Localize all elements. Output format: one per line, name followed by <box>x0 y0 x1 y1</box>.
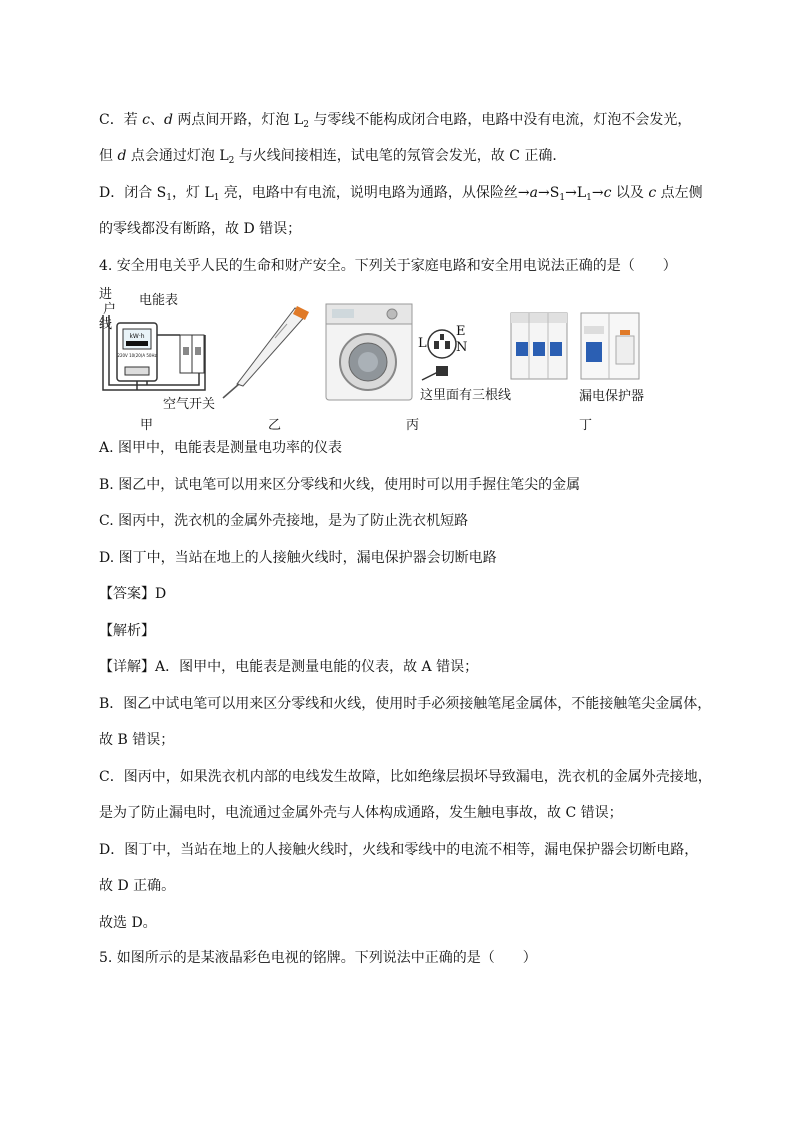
caption-ding: 丁 <box>579 418 593 433</box>
caption-jia: 甲 <box>140 418 154 433</box>
plug-label-L: L <box>418 336 427 351</box>
option-a: A. 图甲中，电能表是测量电功率的仪表 <box>99 440 343 456</box>
caption-bing: 丙 <box>406 418 420 433</box>
air-switch-label: 空气开关 <box>163 397 216 412</box>
circuit-breaker-drawing <box>510 312 568 380</box>
caption-yi: 乙 <box>268 418 282 433</box>
para-c-line1: C．若 c、d 两点间开路，灯泡 $L_2$ 与零线不能构成闭合电路，电路中没有电流，灯泡不会发光， <box>99 112 692 130</box>
q4-stem: 4. 安全用电关乎人民的生命和财产安全。下列关于家庭电路和安全用电说法正确的是（ ） <box>99 258 677 274</box>
meter-spec: 220V 10(20)A 50Hz <box>117 353 157 358</box>
leakage-protector-drawing <box>580 312 640 380</box>
analysis-title: 【解析】 <box>99 623 155 639</box>
para-d-line2: 的零线都没有断路，故 D 错误； <box>99 221 302 237</box>
q5-stem: 5. 如图所示的是某液晶彩色电视的铭牌。下列说法中正确的是（ ） <box>99 950 537 966</box>
meter-unit: kW·h <box>129 333 145 340</box>
answer: 【答案】D <box>99 586 167 602</box>
detail-line-2: B．图乙中试电笔可以用来区分零线和火线，使用时手必须接触笔尾金属体，不能接触笔尖金属体， <box>99 696 712 712</box>
inlet-label-2: 户 <box>103 302 117 317</box>
plug-group <box>418 322 513 407</box>
inlet-label-3: 线 <box>99 317 113 332</box>
washing-machine-drawing <box>322 302 417 407</box>
three-wire-note: 这里面有三根线 <box>420 388 512 403</box>
detail-line-5: 是为了防止漏电时，电流通过金属外壳与人体构成通路，发生触电事故，故 C 错误； <box>99 805 623 821</box>
detail-line-8: 故选 D。 <box>99 915 157 931</box>
detail-line-7: 故 D 正确。 <box>99 878 176 894</box>
para-c-line2: 但 d 点会通过灯泡 $L_2$ 与火线间接相连，试电笔的氖管会发光，故 C 正确． <box>99 148 567 166</box>
detail-line-4: C．图丙中，如果洗衣机内部的电线发生故障，比如绝缘层损坏导致漏电，洗衣机的金属外壳接地， <box>99 769 712 785</box>
detail-line-6: D．图丁中，当站在地上的人接触火线时，火线和零线中的电流不相等，漏电保护器会切断电路， <box>99 842 699 858</box>
option-c: C. 图丙中，洗衣机的金属外壳接地，是为了防止洗衣机短路 <box>99 513 469 529</box>
detail-line-1: 【详解】A．图甲中，电能表是测量电能的仪表，故 A 错误； <box>99 659 479 675</box>
option-d: D. 图丁中，当站在地上的人接触火线时，漏电保护器会切断电路 <box>99 550 497 566</box>
plug-label-E: E <box>456 324 466 339</box>
leakage-protector-label: 漏电保护器 <box>579 389 645 404</box>
meter-label: 电能表 <box>139 293 179 308</box>
detail-line-3: 故 B 错误； <box>99 732 175 748</box>
test-pen-drawing <box>215 300 315 400</box>
para-d-line1: D．闭合 $S_1$，灯 $L_1$ 亮，电路中有电流，说明电路为通路，从保险丝$\to a\to S_1\to L_1\to c$ 以及 c 点左侧 <box>99 185 703 203</box>
option-b: B. 图乙中，试电笔可以用来区分零线和火线，使用时可以用手握住笔尖的金属 <box>99 477 581 493</box>
inlet-label-1: 进 <box>99 287 113 302</box>
plug-icon <box>418 322 488 382</box>
plug-label-N: N <box>456 340 468 355</box>
figure-jia <box>95 283 215 423</box>
